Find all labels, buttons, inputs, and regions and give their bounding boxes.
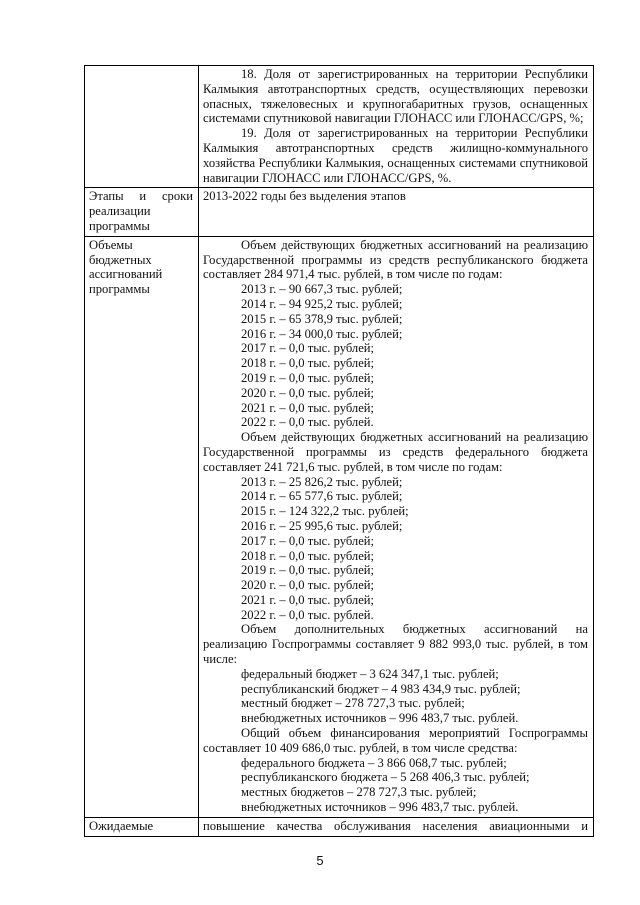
federal-intro: Объем действующих бюджетных ассигнований на реализацию Государственной программы из средств федерального бюджета составляет 241 721,6 тыс. рублей, в том числе по годам:: [203, 430, 588, 474]
year-line: 2020 г. – 0,0 тыс. рублей;: [241, 578, 375, 593]
year-line: 2013 г. – 25 826,2 тыс. рублей;: [241, 474, 403, 489]
row-label-expected: Ожидаемые: [85, 817, 199, 836]
budget-cell: [199, 236, 594, 817]
page-number: 5: [316, 853, 324, 868]
table-row-indicators: [85, 66, 594, 188]
year-line: 2017 г. – 0,0 тыс. рублей;: [241, 341, 375, 356]
year-line: 2016 г. – 34 000,0 тыс. рублей;: [241, 326, 403, 341]
indicators-cell: [199, 66, 594, 188]
year-line: 2018 г. – 0,0 тыс. рублей;: [241, 548, 375, 563]
row-label-stages: Этапы и сроки реализации программы: [85, 188, 199, 236]
funding-line: республиканский бюджет – 4 983 434,9 тыс. рублей;: [241, 681, 521, 696]
indicator-18: 18. Доля от зарегистрированных на территории Республики Калмыкия автотранспортных средств, осуществляющих перевозки опасных, тяжеловесных и крупногабаритных грузов, оснащенных системами спутниковой навигации ГЛОНАСС или ГЛОНАСС/GPS, %;: [203, 67, 588, 126]
year-line: 2019 г. – 0,0 тыс. рублей;: [241, 370, 375, 385]
year-line: 2021 г. – 0,0 тыс. рублей;: [241, 400, 375, 415]
year-line: 2014 г. – 94 925,2 тыс. рублей;: [241, 296, 403, 311]
funding-line: федерального бюджета – 3 866 068,7 тыс. рублей;: [241, 755, 507, 770]
year-line: 2019 г. – 0,0 тыс. рублей;: [241, 563, 375, 578]
year-line: 2022 г. – 0,0 тыс. рублей.: [241, 415, 374, 430]
funding-line: внебюджетных источников – 996 483,7 тыс. рублей.: [241, 711, 519, 726]
indicator-19: 19. Доля от зарегистрированных на территории Республики Калмыкия автотранспортных средств жилищно-коммунального хозяйства Республики Калмыкия, оснащенных системами спутниковой навигации ГЛОНАСС или ГЛОНАСС/GPS, %.: [203, 126, 588, 185]
table-row-budget: [85, 236, 594, 817]
total-intro: Общий объем финансирования мероприятий Госпрограммы составляет 10 409 686,0 тыс. рублей, в том числе средства:: [203, 726, 588, 755]
year-line: 2013 г. – 90 667,3 тыс. рублей;: [241, 282, 403, 297]
year-line: 2022 г. – 0,0 тыс. рублей.: [241, 607, 374, 622]
additional-list: [203, 667, 588, 726]
republican-years-list: [203, 282, 588, 430]
row-label-empty: [85, 66, 199, 188]
funding-line: федеральный бюджет – 3 624 347,1 тыс. рублей;: [241, 666, 499, 681]
federal-years-list: [203, 475, 588, 623]
table-row-stages: [85, 188, 594, 236]
year-line: 2018 г. – 0,0 тыс. рублей;: [241, 356, 375, 371]
total-list: [203, 756, 588, 815]
additional-intro: Объем дополнительных бюджетных ассигнований на реализацию Госпрограммы составляет 9 882 993,0 тыс. рублей, в том числе:: [203, 622, 588, 667]
expected-cell: повышение качества обслуживания населения авиационными и: [199, 817, 594, 836]
year-line: 2020 г. – 0,0 тыс. рублей;: [241, 385, 375, 400]
republican-intro: Объем действующих бюджетных ассигнований на реализацию Государственной программы из средств республиканского бюджета составляет 284 971,4 тыс. рублей, в том числе по годам:: [203, 237, 588, 282]
row-label-budget: Объемы бюджетных ассигнований программы: [85, 236, 199, 817]
passport-table: [84, 65, 594, 837]
stages-cell: 2013-2022 годы без выделения этапов: [199, 188, 594, 236]
funding-line: внебюджетных источников – 996 483,7 тыс. рублей.: [241, 800, 519, 815]
table-row-expected: [85, 817, 594, 836]
funding-line: местных бюджетов – 278 727,3 тыс. рублей;: [241, 785, 477, 800]
year-line: 2016 г. – 25 995,6 тыс. рублей;: [241, 518, 403, 533]
year-line: 2015 г. – 124 322,2 тыс. рублей;: [241, 504, 409, 519]
funding-line: республиканского бюджета – 5 268 406,3 тыс. рублей;: [241, 770, 530, 785]
year-line: 2021 г. – 0,0 тыс. рублей;: [241, 592, 375, 607]
year-line: 2017 г. – 0,0 тыс. рублей;: [241, 533, 375, 548]
year-line: 2014 г. – 65 577,6 тыс. рублей;: [241, 489, 403, 504]
funding-line: местный бюджет – 278 727,3 тыс. рублей;: [241, 696, 465, 711]
year-line: 2015 г. – 65 378,9 тыс. рублей;: [241, 311, 403, 326]
